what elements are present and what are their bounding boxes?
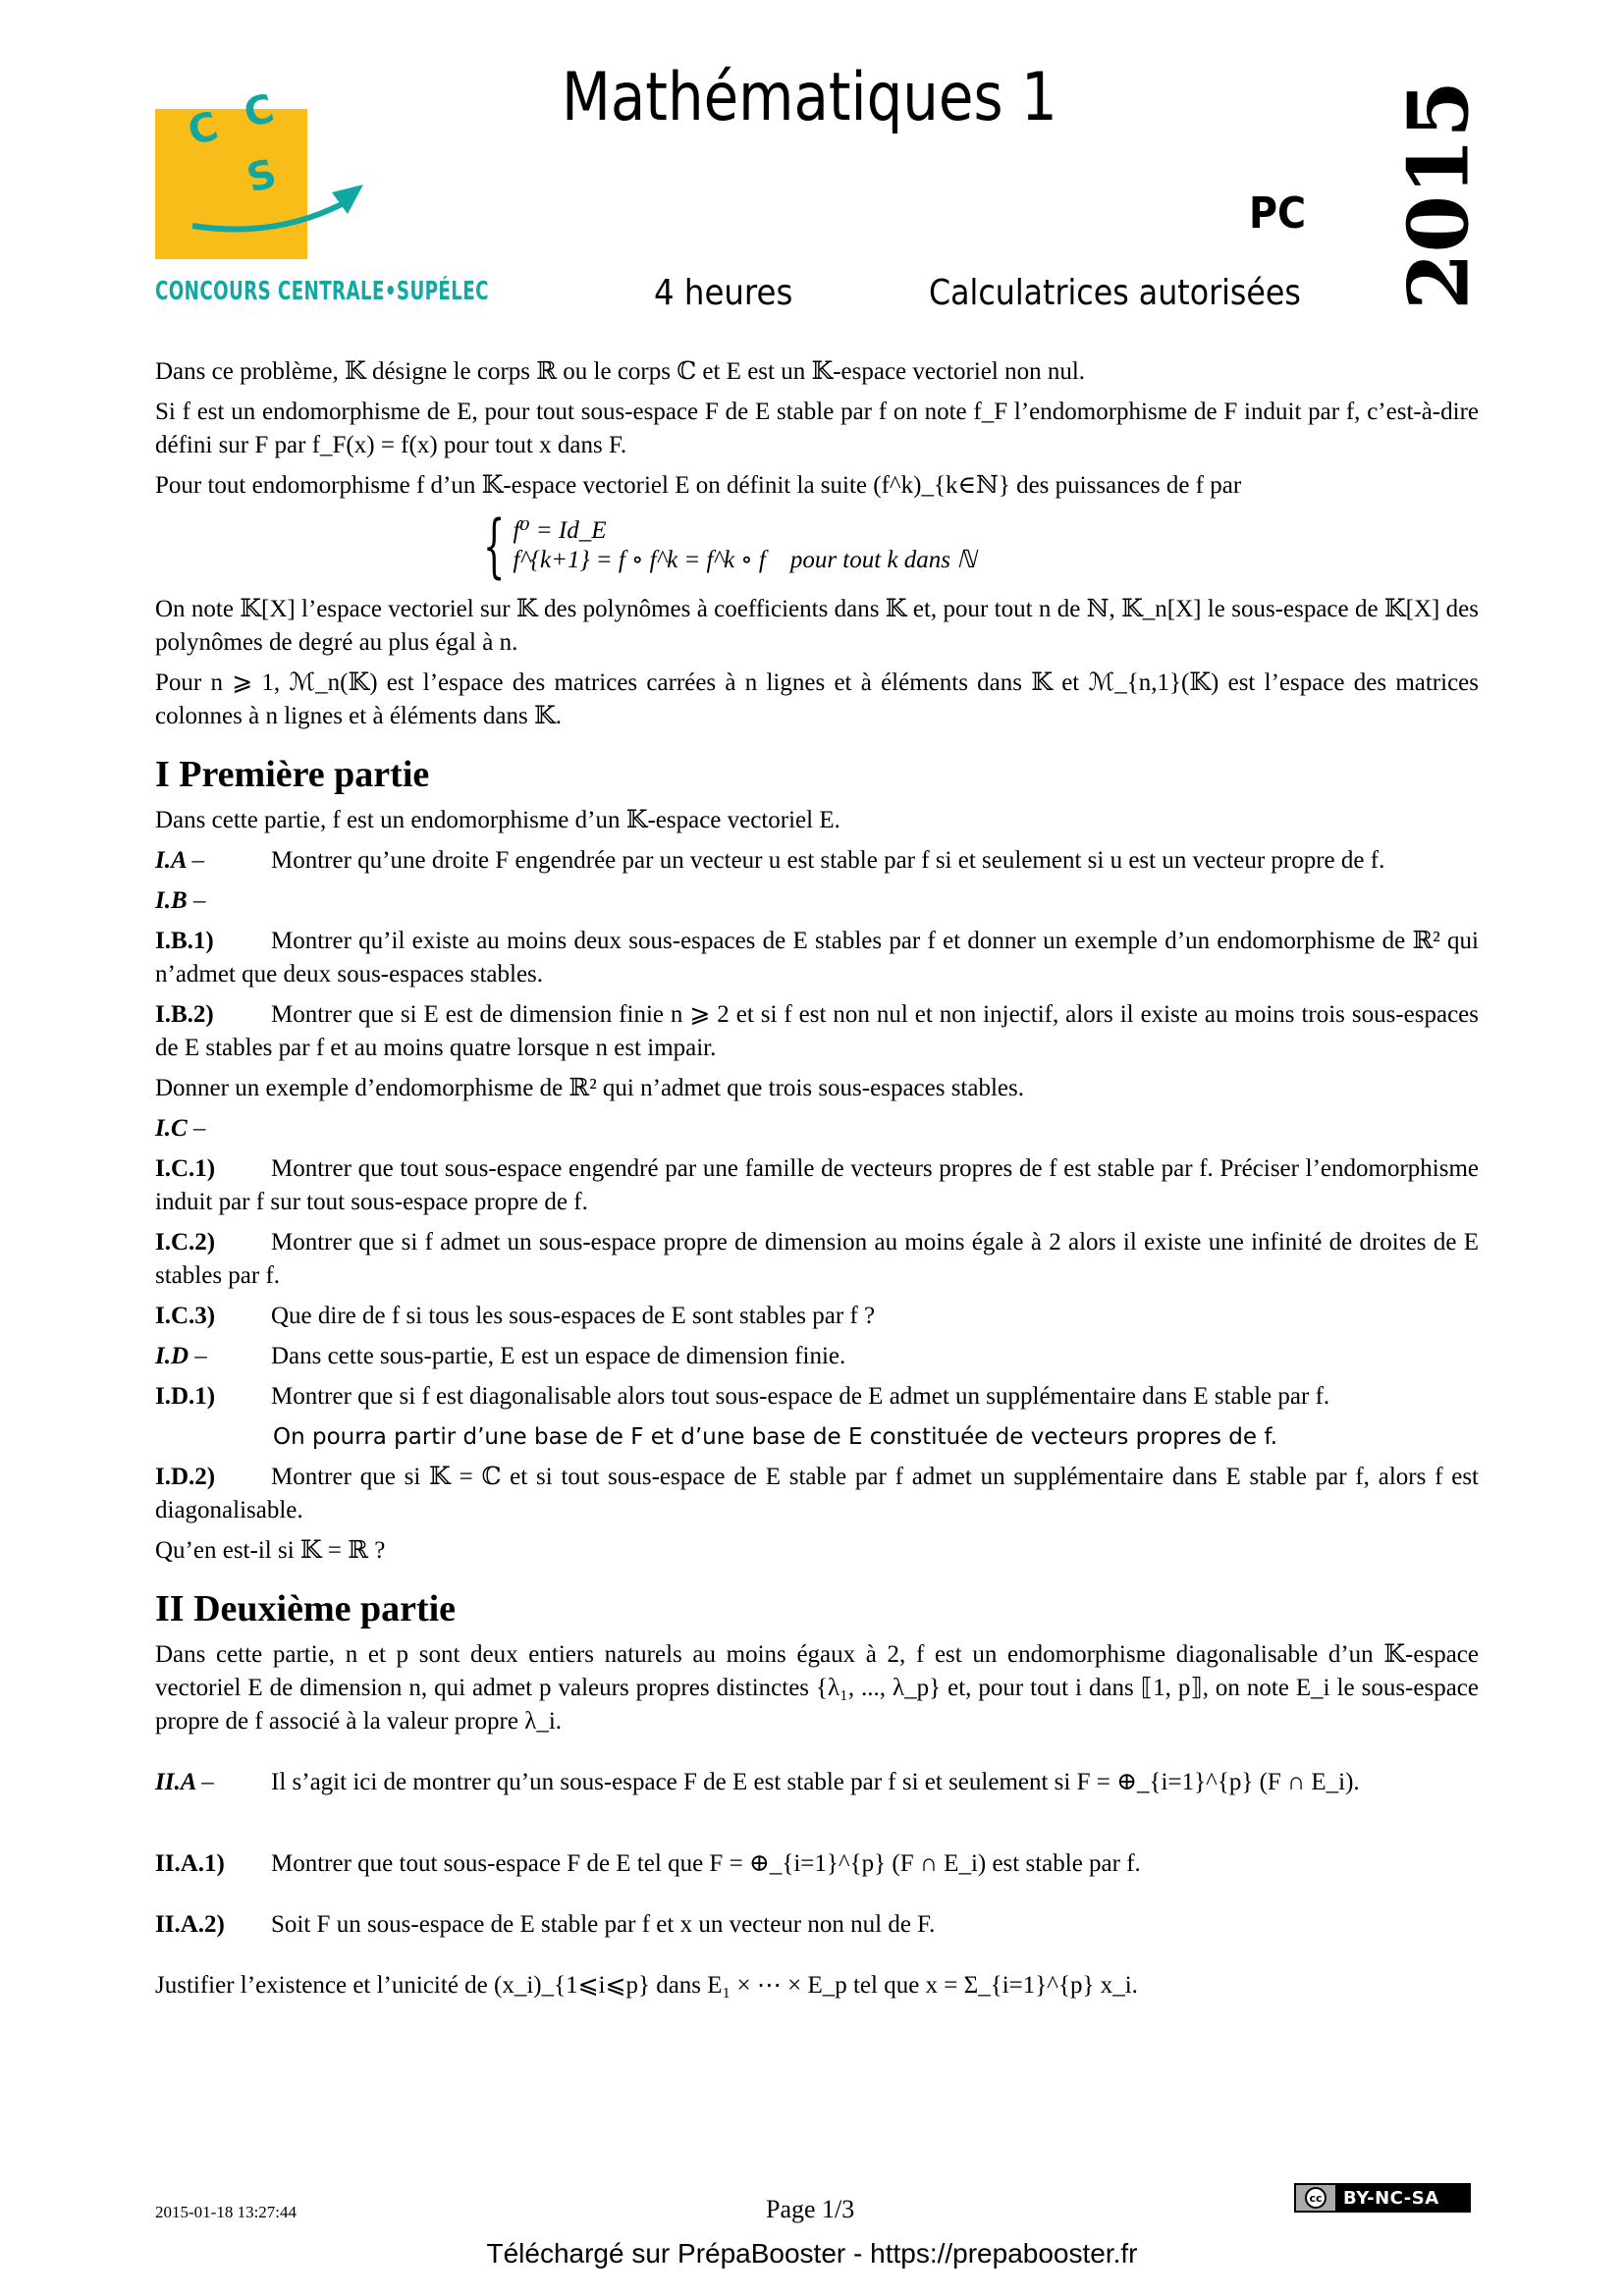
part2-intro: Dans cette partie, n et p sont deux entiers naturels au moins égaux à 2, f est un endomorphisme diagonalisable d’un 𝕂-espace vectoriel E de dimension n, qui admet p valeurs propres distinctes {λ₁, ..., λ_p} et, pour tout i dans ⟦1, p⟧, on note E_i le sous-espace propre de f associé à la valeur propre λ_i. (155, 1641, 1479, 1735)
filiere-label: PC (1249, 188, 1307, 239)
question-ID2 (155, 1461, 1479, 1527)
page-number: Page 1/3 (766, 2195, 855, 2223)
question-text: Que dire de f si tous les sous-espaces de E sont stables par f ? (271, 1303, 876, 1329)
question-IB2-followup: Donner un exemple d’endomorphisme de ℝ² qui n’admet que trois sous-espaces stables. (155, 1075, 1024, 1101)
question-label: I.C – (155, 1115, 206, 1142)
question-text: Soit F un sous-espace de E stable par f et x un vecteur non nul de F. (271, 1911, 936, 1938)
system-line-2: f^{k+1} = f ∘ f^k = f^k ∘ f pour tout k dans ℕ (513, 547, 977, 573)
intro-paragraph-4: On note 𝕂[X] l’espace vectoriel sur 𝕂 des polynômes à coefficients dans 𝕂 et, pour tout n de ℕ, 𝕂_n[X] le sous-espace de 𝕂[X] des polynômes de degré au plus égal à n. (155, 596, 1479, 656)
hint-ID1: On pourra partir d’une base de F et d’une base de E constituée de vecteurs propres de f. (273, 1424, 1278, 1450)
question-text: Montrer que si f admet un sous-espace propre de dimension au moins égale à 2 alors il existe une infinité de droites de E stables par f. (155, 1229, 1479, 1289)
download-notice[interactable]: Téléchargé sur PrépaBooster - https://prepabooster.fr (486, 2238, 1138, 2269)
power-definition-system (483, 506, 1479, 586)
question-label: I.D – (155, 1343, 207, 1369)
exam-title: Mathématiques 1 (562, 59, 1057, 136)
question-label: I.D.2) (155, 1464, 216, 1490)
intro-paragraph-5: Pour n ⩾ 1, ℳ_n(𝕂) est l’espace des matrices carrées à n lignes et à éléments dans 𝕂 et ℳ_{n,1}(𝕂) est l’espace des matrices colonnes à n lignes et à éléments dans 𝕂. (155, 669, 1479, 729)
exam-content (155, 355, 1479, 2030)
intro-paragraph-3: Pour tout endomorphisme f d’un 𝕂-espace vectoriel E on définit la suite (f^k)_{k∈ℕ} des puissances de f par (155, 472, 1242, 499)
part1-intro: Dans cette partie, f est un endomorphisme d’un 𝕂-espace vectoriel E. (155, 807, 840, 833)
logo-letter-c2: C (239, 85, 279, 137)
question-ID (155, 1340, 1479, 1373)
question-text: Montrer que tout sous-espace F de E tel que F = ⊕_{i=1}^{p} (F ∩ E_i) est stable par f. (271, 1850, 1141, 1877)
question-label: I.B.2) (155, 1001, 214, 1028)
cc-icon-container (1296, 2185, 1335, 2211)
question-text: Montrer que si E est de dimension finie n ⩾ 2 et si f est non nul et non injectif, alors il existe au moins trois sous-espaces de E stables par f et au moins quatre lorsque n est impair. (155, 1001, 1479, 1061)
question-label: I.D.1) (155, 1383, 216, 1410)
duration-label: 4 heures (654, 273, 793, 313)
question-IIA (155, 1745, 1479, 1820)
question-text: Montrer qu’une droite F engendrée par un vecteur u est stable par f si et seulement si u est un vecteur propre de f. (271, 847, 1385, 874)
question-ID1 (155, 1380, 1479, 1414)
cc-license-badge[interactable] (1294, 2183, 1471, 2213)
question-IIA2-followup: Justifier l’existence et l’unicité de (x_i)_{1⩽i⩽p} dans E₁ × ⋯ × E_p tel que x = Σ_{i=1}^{p} x_i. (155, 1972, 1138, 1999)
question-IA (155, 844, 1479, 878)
question-IC1 (155, 1152, 1479, 1219)
question-label: I.C.2) (155, 1229, 216, 1255)
question-label: II.A.1) (155, 1850, 225, 1877)
question-text: Montrer que si 𝕂 = ℂ et si tout sous-espace de E stable par f admet un supplémentaire dans E stable par f, alors f est diagonalisable. (155, 1464, 1479, 1523)
logo-letter-s: S (242, 150, 282, 202)
year-label-container (1389, 75, 1488, 315)
intro-paragraph-2: Si f est un endomorphisme de E, pour tout sous-espace F de E stable par f on note f_F l’endomorphisme de F induit par f, c’est-à-dire défini sur F par f_F(x) = f(x) pour tout x dans F. (155, 399, 1479, 458)
logo-text: CONCOURS CENTRALE•SUPÉLEC (155, 277, 489, 306)
question-label: I.C.1) (155, 1155, 216, 1182)
question-IB (155, 884, 1479, 918)
question-text: Montrer que tout sous-espace engendré par une famille de vecteurs propres de f est stable par f. Préciser l’endomorphisme induit par f sur tout sous-espace propre de f. (155, 1155, 1479, 1215)
question-label: I.C.3) (155, 1303, 216, 1329)
question-label: I.B – (155, 887, 206, 914)
question-text: Montrer que si f est diagonalisable alors tout sous-espace de E admet un supplémentaire dans E stable par f. (271, 1383, 1330, 1410)
footer-timestamp: 2015-01-18 13:27:44 (155, 2203, 298, 2221)
question-IB2 (155, 998, 1479, 1065)
left-brace-icon: { (483, 506, 506, 586)
section-heading-part-2: II Deuxième partie (155, 1588, 457, 1629)
question-IC (155, 1112, 1479, 1146)
logo-letter-c1: C (183, 103, 223, 155)
question-text: Dans cette sous-partie, E est un espace de dimension finie. (271, 1343, 846, 1369)
section-heading-part-1: I Première partie (155, 754, 430, 795)
question-ID2-followup: Qu’en est-il si 𝕂 = ℝ ? (155, 1537, 386, 1564)
question-IB1 (155, 925, 1479, 991)
question-IIA1 (155, 1827, 1479, 1901)
license-label: BY-NC-SA (1343, 2187, 1439, 2209)
question-label: I.B.1) (155, 928, 214, 954)
logo-square (155, 109, 307, 259)
question-IC3 (155, 1300, 1479, 1333)
question-text: Il s’agit ici de montrer qu’un sous-espace F de E est stable par f si et seulement si F = ⊕_{i=1}^{p} (F ∩ E_i). (271, 1769, 1360, 1795)
question-IIA2 (155, 1908, 1479, 1942)
question-label: I.A – (155, 847, 205, 874)
question-label: II.A.2) (155, 1911, 225, 1938)
question-text: Montrer qu’il existe au moins deux sous-espaces de E stables par f et donner un exemple d’un endomorphisme de ℝ² qui n’admet que deux sous-espaces stables. (155, 928, 1479, 988)
year-label: 2015 (1389, 80, 1488, 310)
question-IC2 (155, 1226, 1479, 1293)
concours-centrale-supelec-logo (155, 67, 410, 312)
intro-paragraph-1: Dans ce problème, 𝕂 désigne le corps ℝ ou le corps ℂ et E est un 𝕂-espace vectoriel non nul. (155, 358, 1086, 385)
question-label: II.A – (155, 1769, 214, 1795)
cc-icon: cc (1305, 2187, 1326, 2209)
system-line-1: f⁰ = Id_E (513, 517, 607, 544)
calculators-label: Calculatrices autorisées (929, 273, 1301, 313)
